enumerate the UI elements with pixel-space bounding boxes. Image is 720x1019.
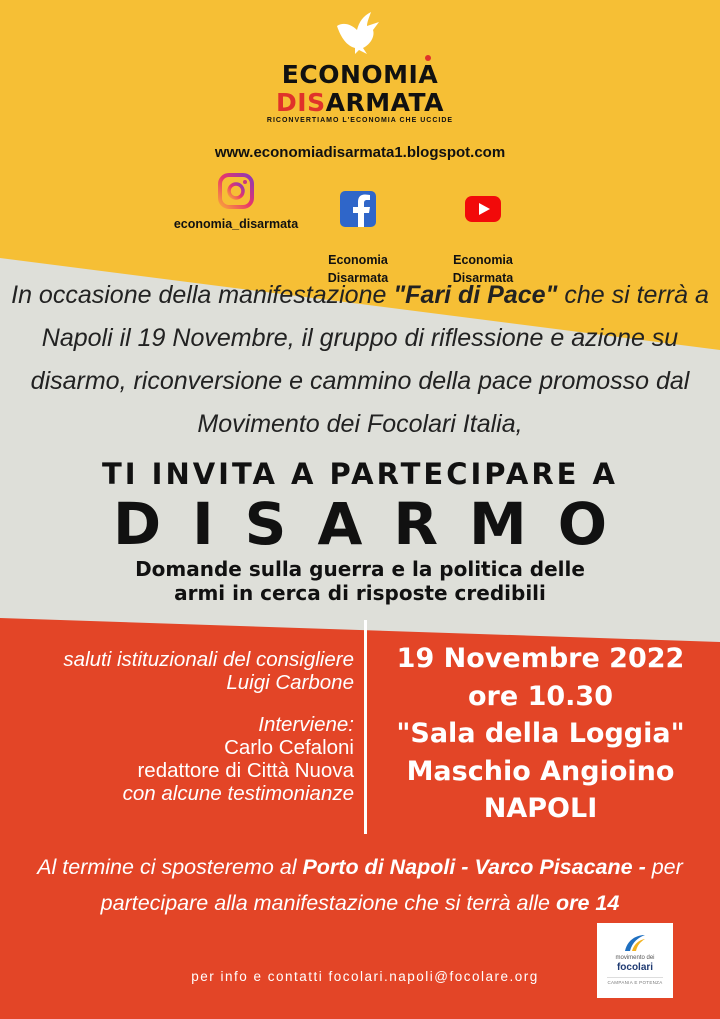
event-venue: "Sala della Loggia" (396, 718, 685, 749)
youtube-icon (462, 191, 504, 227)
intro-paragraph (0, 274, 720, 446)
facebook-label: Economia Disarmata (327, 253, 389, 285)
dove-icon (333, 8, 385, 56)
closing-highlight1: Porto di Napoli - Varco Pisacane - (302, 855, 646, 879)
event-city: NAPOLI (483, 793, 598, 824)
youtube-label: Economia Disarmata (452, 253, 514, 285)
event-time: ore 10.30 (468, 680, 613, 712)
focolari-logo (597, 923, 673, 998)
column-divider (364, 620, 367, 834)
brand-name-rest-part: ARMATA (325, 88, 444, 117)
event-subtitle (0, 557, 720, 605)
facebook-icon (340, 191, 376, 227)
website-link[interactable]: www.economiadisarmata1.blogspot.com (214, 144, 506, 161)
focolari-logo-name: focolari (616, 962, 654, 973)
event-date: 19 Novembre 2022 (396, 643, 685, 674)
subtitle-line2: armi in cerca di risposte credibili (174, 581, 546, 605)
instagram-icon (218, 173, 254, 209)
testimonies-line: con alcune testimonianze (122, 782, 354, 805)
brand-tagline: RICONVERTIAMO L'ECONOMIA CHE UCCIDE (266, 117, 454, 124)
intro-part1: In occasione della manifestazione (11, 281, 394, 309)
speaker-role: redattore di Città Nuova (137, 759, 354, 782)
brand-name-line1: ECONOMIA (281, 60, 439, 89)
contact-info[interactable]: per info e contatti focolari.napoli@focolare.org (191, 969, 539, 984)
event-place: Maschio Angioino (406, 755, 675, 787)
speakers-column (4, 648, 354, 805)
closing-part1: Al termine ci sposteremo al (37, 855, 303, 879)
focolari-logo-small: movimento dei (615, 955, 655, 961)
focolari-logo-region: CAMPANIA E POTENZA (607, 980, 663, 985)
intervenes-label: Interviene: (258, 713, 354, 736)
closing-part2: per partecipare alla manifestazione che si terrà alle (100, 855, 683, 915)
intro-part2: che si terrà a Napoli il 19 Novembre, il gruppo di riflessione e azione su disarmo, riconversione e cammino della pace promosso dal Movimento dei Focolari Italia, (30, 281, 709, 438)
invite-heading: TI INVITA A PARTECIPARE A (101, 457, 619, 491)
intro-highlight: "Fari di Pace" (393, 281, 558, 309)
social-facebook[interactable] (288, 173, 428, 287)
event-details-column (368, 640, 713, 828)
subtitle-line1: Domande sulla guerra e la politica delle (135, 557, 585, 581)
social-youtube[interactable] (413, 173, 553, 287)
greeting-line2: Luigi Carbone (226, 671, 354, 694)
social-instagram[interactable] (166, 173, 306, 233)
speaker-name: Carlo Cefaloni (224, 736, 354, 759)
greeting-line1: saluti istituzionali del consigliere (63, 648, 354, 671)
closing-paragraph (0, 849, 720, 921)
brand-name-red-part: DIS (276, 88, 326, 117)
instagram-label: economia_disarmata (173, 217, 299, 231)
closing-highlight2: ore 14 (555, 891, 620, 915)
focolari-mark-icon (623, 933, 647, 953)
brand-name-line2 (0, 88, 720, 117)
event-title: DISARMO (112, 490, 639, 558)
